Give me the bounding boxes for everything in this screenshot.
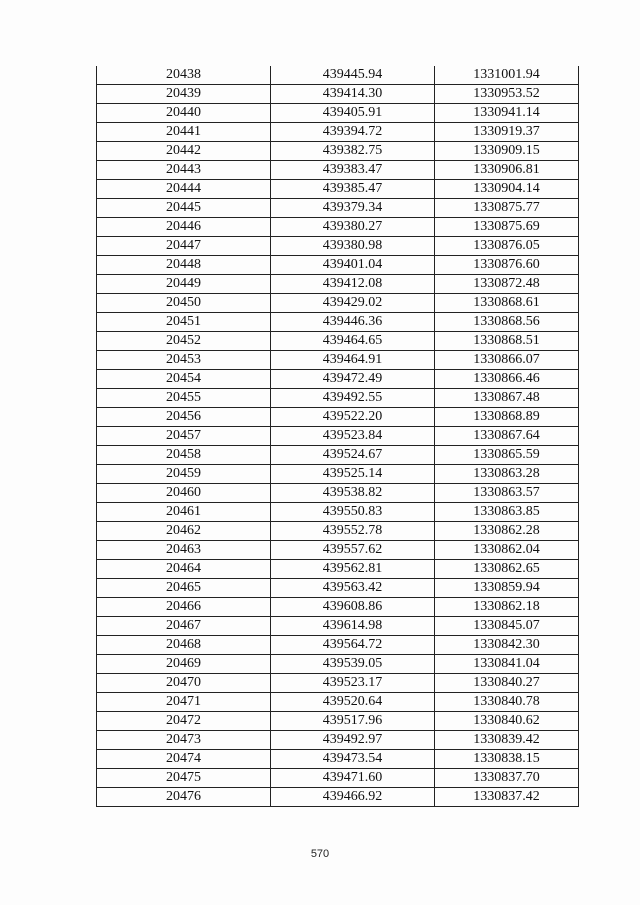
y-coordinate-cell: 1330866.07 xyxy=(435,351,579,370)
x-coordinate-cell: 439538.82 xyxy=(271,484,435,503)
x-coordinate-cell: 439564.72 xyxy=(271,636,435,655)
y-coordinate-cell: 1330868.61 xyxy=(435,294,579,313)
table-row xyxy=(97,123,579,142)
point-id-cell: 20446 xyxy=(97,218,271,237)
y-coordinate-cell: 1330919.37 xyxy=(435,123,579,142)
x-coordinate-cell: 439614.98 xyxy=(271,617,435,636)
x-coordinate-cell: 439524.67 xyxy=(271,446,435,465)
x-coordinate-cell: 439523.17 xyxy=(271,674,435,693)
y-coordinate-cell: 1330862.04 xyxy=(435,541,579,560)
table-row xyxy=(97,503,579,522)
point-id-cell: 20474 xyxy=(97,750,271,769)
point-id-cell: 20472 xyxy=(97,712,271,731)
table-row xyxy=(97,161,579,180)
point-id-cell: 20475 xyxy=(97,769,271,788)
point-id-cell: 20450 xyxy=(97,294,271,313)
table-row xyxy=(97,731,579,750)
x-coordinate-cell: 439379.34 xyxy=(271,199,435,218)
coordinates-table xyxy=(96,66,579,807)
table-row xyxy=(97,408,579,427)
table-row xyxy=(97,636,579,655)
point-id-cell: 20447 xyxy=(97,237,271,256)
table-row xyxy=(97,598,579,617)
y-coordinate-cell: 1330863.28 xyxy=(435,465,579,484)
y-coordinate-cell: 1330906.81 xyxy=(435,161,579,180)
point-id-cell: 20470 xyxy=(97,674,271,693)
x-coordinate-cell: 439446.36 xyxy=(271,313,435,332)
point-id-cell: 20468 xyxy=(97,636,271,655)
table-row xyxy=(97,693,579,712)
point-id-cell: 20438 xyxy=(97,66,271,85)
coordinates-table-body xyxy=(97,66,579,807)
point-id-cell: 20466 xyxy=(97,598,271,617)
y-coordinate-cell: 1330876.60 xyxy=(435,256,579,275)
x-coordinate-cell: 439464.91 xyxy=(271,351,435,370)
y-coordinate-cell: 1330862.18 xyxy=(435,598,579,617)
point-id-cell: 20455 xyxy=(97,389,271,408)
point-id-cell: 20441 xyxy=(97,123,271,142)
table-row xyxy=(97,351,579,370)
point-id-cell: 20443 xyxy=(97,161,271,180)
table-row xyxy=(97,142,579,161)
point-id-cell: 20445 xyxy=(97,199,271,218)
x-coordinate-cell: 439492.97 xyxy=(271,731,435,750)
y-coordinate-cell: 1330845.07 xyxy=(435,617,579,636)
x-coordinate-cell: 439522.20 xyxy=(271,408,435,427)
x-coordinate-cell: 439557.62 xyxy=(271,541,435,560)
y-coordinate-cell: 1330842.30 xyxy=(435,636,579,655)
point-id-cell: 20451 xyxy=(97,313,271,332)
table-row xyxy=(97,522,579,541)
y-coordinate-cell: 1330872.48 xyxy=(435,275,579,294)
y-coordinate-cell: 1330875.77 xyxy=(435,199,579,218)
x-coordinate-cell: 439525.14 xyxy=(271,465,435,484)
y-coordinate-cell: 1330837.42 xyxy=(435,788,579,807)
table-row xyxy=(97,199,579,218)
point-id-cell: 20444 xyxy=(97,180,271,199)
point-id-cell: 20440 xyxy=(97,104,271,123)
y-coordinate-cell: 1330862.28 xyxy=(435,522,579,541)
x-coordinate-cell: 439464.65 xyxy=(271,332,435,351)
table-row xyxy=(97,180,579,199)
x-coordinate-cell: 439539.05 xyxy=(271,655,435,674)
table-row xyxy=(97,788,579,807)
y-coordinate-cell: 1330867.48 xyxy=(435,389,579,408)
point-id-cell: 20473 xyxy=(97,731,271,750)
table-row xyxy=(97,712,579,731)
table-row xyxy=(97,275,579,294)
point-id-cell: 20453 xyxy=(97,351,271,370)
y-coordinate-cell: 1330837.70 xyxy=(435,769,579,788)
table-row xyxy=(97,370,579,389)
y-coordinate-cell: 1330875.69 xyxy=(435,218,579,237)
x-coordinate-cell: 439405.91 xyxy=(271,104,435,123)
point-id-cell: 20467 xyxy=(97,617,271,636)
point-id-cell: 20458 xyxy=(97,446,271,465)
table-row xyxy=(97,617,579,636)
point-id-cell: 20471 xyxy=(97,693,271,712)
x-coordinate-cell: 439520.64 xyxy=(271,693,435,712)
table-row xyxy=(97,427,579,446)
table-row xyxy=(97,104,579,123)
x-coordinate-cell: 439414.30 xyxy=(271,85,435,104)
y-coordinate-cell: 1330868.56 xyxy=(435,313,579,332)
y-coordinate-cell: 1330862.65 xyxy=(435,560,579,579)
y-coordinate-cell: 1330839.42 xyxy=(435,731,579,750)
table-row xyxy=(97,332,579,351)
y-coordinate-cell: 1330863.85 xyxy=(435,503,579,522)
x-coordinate-cell: 439471.60 xyxy=(271,769,435,788)
x-coordinate-cell: 439550.83 xyxy=(271,503,435,522)
table-row xyxy=(97,560,579,579)
point-id-cell: 20459 xyxy=(97,465,271,484)
y-coordinate-cell: 1330868.51 xyxy=(435,332,579,351)
table-row xyxy=(97,465,579,484)
table-row xyxy=(97,294,579,313)
y-coordinate-cell: 1330840.62 xyxy=(435,712,579,731)
table-row xyxy=(97,313,579,332)
y-coordinate-cell: 1330876.05 xyxy=(435,237,579,256)
point-id-cell: 20464 xyxy=(97,560,271,579)
y-coordinate-cell: 1330841.04 xyxy=(435,655,579,674)
y-coordinate-cell: 1330953.52 xyxy=(435,85,579,104)
x-coordinate-cell: 439385.47 xyxy=(271,180,435,199)
point-id-cell: 20462 xyxy=(97,522,271,541)
table-row xyxy=(97,446,579,465)
x-coordinate-cell: 439412.08 xyxy=(271,275,435,294)
x-coordinate-cell: 439394.72 xyxy=(271,123,435,142)
table-row xyxy=(97,579,579,598)
point-id-cell: 20460 xyxy=(97,484,271,503)
point-id-cell: 20465 xyxy=(97,579,271,598)
table-row xyxy=(97,389,579,408)
x-coordinate-cell: 439473.54 xyxy=(271,750,435,769)
point-id-cell: 20469 xyxy=(97,655,271,674)
x-coordinate-cell: 439380.98 xyxy=(271,237,435,256)
x-coordinate-cell: 439523.84 xyxy=(271,427,435,446)
y-coordinate-cell: 1330840.78 xyxy=(435,693,579,712)
x-coordinate-cell: 439552.78 xyxy=(271,522,435,541)
table-row xyxy=(97,237,579,256)
y-coordinate-cell: 1330909.15 xyxy=(435,142,579,161)
point-id-cell: 20476 xyxy=(97,788,271,807)
point-id-cell: 20454 xyxy=(97,370,271,389)
table-row xyxy=(97,66,579,85)
x-coordinate-cell: 439517.96 xyxy=(271,712,435,731)
point-id-cell: 20457 xyxy=(97,427,271,446)
table-row xyxy=(97,769,579,788)
table-row xyxy=(97,750,579,769)
table-row xyxy=(97,256,579,275)
table-row xyxy=(97,85,579,104)
point-id-cell: 20449 xyxy=(97,275,271,294)
x-coordinate-cell: 439429.02 xyxy=(271,294,435,313)
y-coordinate-cell: 1330838.15 xyxy=(435,750,579,769)
x-coordinate-cell: 439401.04 xyxy=(271,256,435,275)
x-coordinate-cell: 439563.42 xyxy=(271,579,435,598)
table-row xyxy=(97,655,579,674)
point-id-cell: 20456 xyxy=(97,408,271,427)
x-coordinate-cell: 439466.92 xyxy=(271,788,435,807)
point-id-cell: 20463 xyxy=(97,541,271,560)
x-coordinate-cell: 439382.75 xyxy=(271,142,435,161)
x-coordinate-cell: 439562.81 xyxy=(271,560,435,579)
y-coordinate-cell: 1330904.14 xyxy=(435,180,579,199)
table-row xyxy=(97,541,579,560)
x-coordinate-cell: 439380.27 xyxy=(271,218,435,237)
x-coordinate-cell: 439472.49 xyxy=(271,370,435,389)
table-row xyxy=(97,218,579,237)
table-row xyxy=(97,484,579,503)
y-coordinate-cell: 1330866.46 xyxy=(435,370,579,389)
page-number: 570 xyxy=(310,848,330,860)
x-coordinate-cell: 439608.86 xyxy=(271,598,435,617)
y-coordinate-cell: 1330941.14 xyxy=(435,104,579,123)
x-coordinate-cell: 439383.47 xyxy=(271,161,435,180)
y-coordinate-cell: 1330863.57 xyxy=(435,484,579,503)
x-coordinate-cell: 439492.55 xyxy=(271,389,435,408)
y-coordinate-cell: 1330840.27 xyxy=(435,674,579,693)
y-coordinate-cell: 1331001.94 xyxy=(435,66,579,85)
point-id-cell: 20442 xyxy=(97,142,271,161)
table-row xyxy=(97,674,579,693)
y-coordinate-cell: 1330868.89 xyxy=(435,408,579,427)
y-coordinate-cell: 1330859.94 xyxy=(435,579,579,598)
point-id-cell: 20439 xyxy=(97,85,271,104)
point-id-cell: 20461 xyxy=(97,503,271,522)
point-id-cell: 20452 xyxy=(97,332,271,351)
y-coordinate-cell: 1330865.59 xyxy=(435,446,579,465)
y-coordinate-cell: 1330867.64 xyxy=(435,427,579,446)
point-id-cell: 20448 xyxy=(97,256,271,275)
x-coordinate-cell: 439445.94 xyxy=(271,66,435,85)
